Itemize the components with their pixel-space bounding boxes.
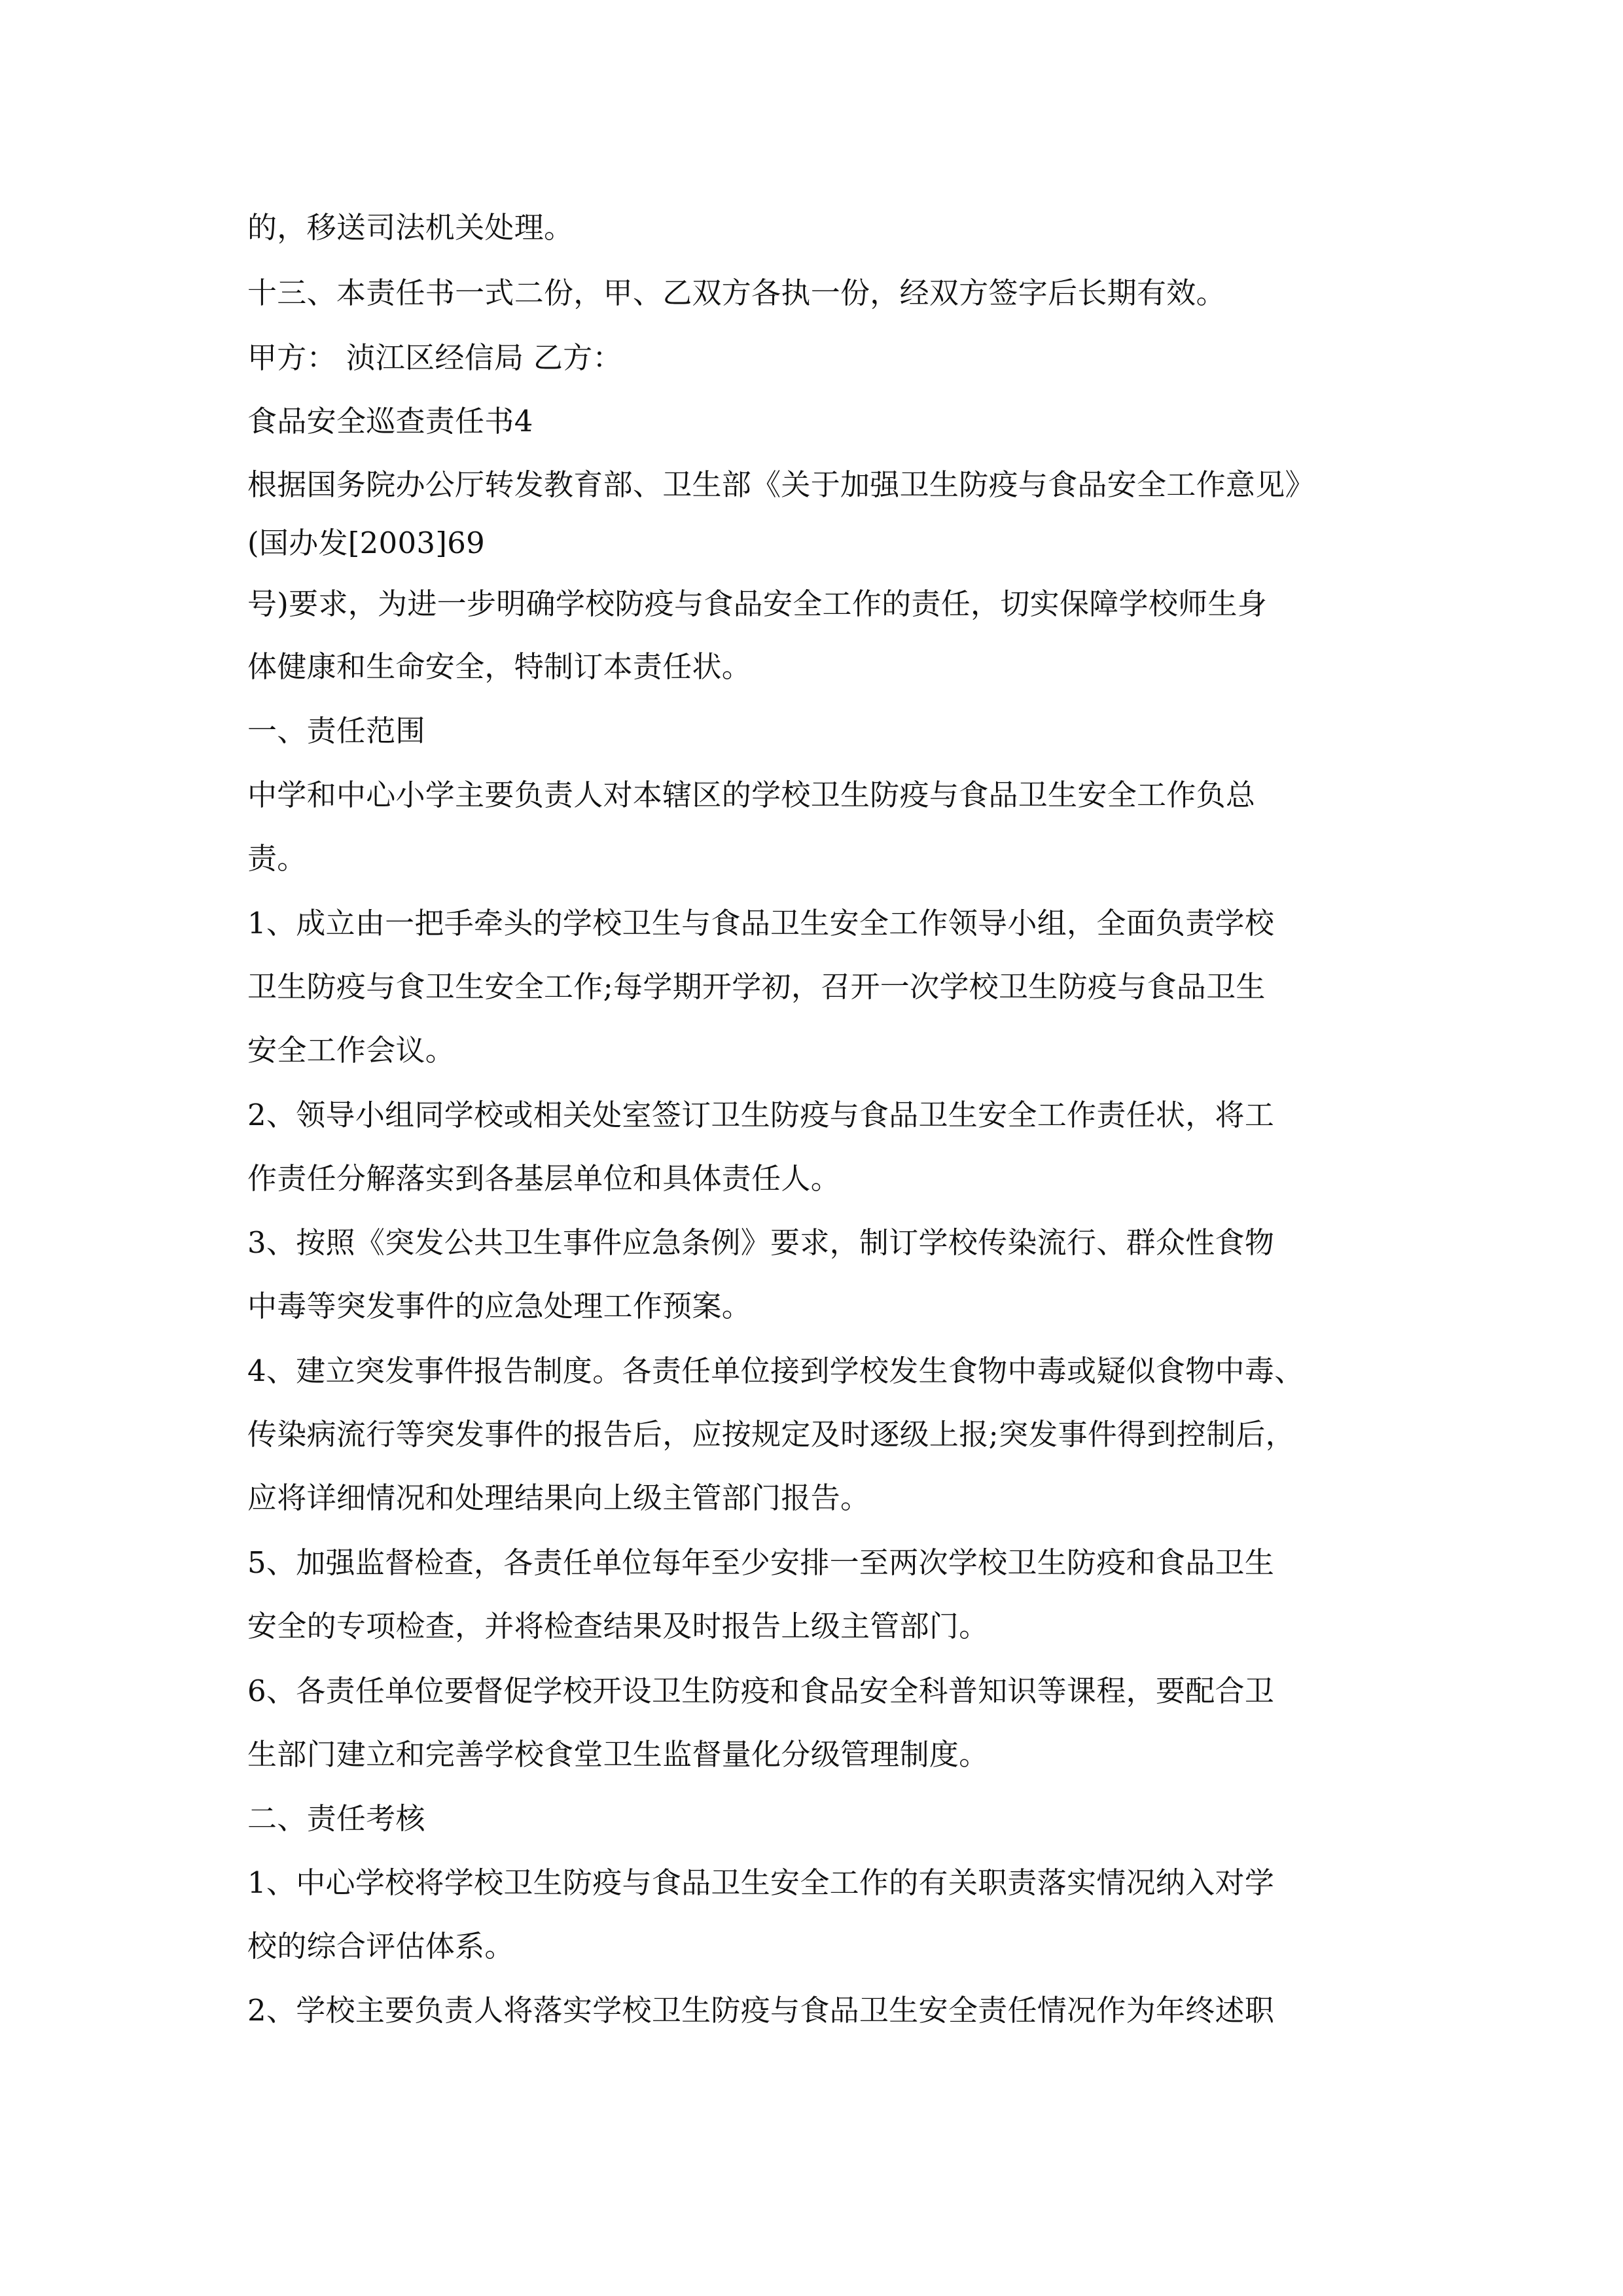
text-line: 根据国务院办公厅转发教育部、卫生部《关于加强卫生防疫与食品安全工作意见》 bbox=[247, 467, 1315, 502]
text-line: 应将详细情况和处理结果向上级主管部门报告。 bbox=[247, 1480, 870, 1515]
text-line: 1、成立由一把手牵头的学校卫生与食品卫生安全工作领导小组，全面负责学校 bbox=[247, 906, 1275, 941]
text-line: 6、各责任单位要督促学校开设卫生防疫和食品安全科普知识等课程，要配合卫 bbox=[247, 1674, 1275, 1708]
text-line: 3、按照《突发公共卫生事件应急条例》要求，制订学校传染流行、群众性食物 bbox=[247, 1225, 1275, 1260]
text-line: 责。 bbox=[247, 841, 307, 876]
text-line: 中毒等突发事件的应急处理工作预案。 bbox=[247, 1289, 752, 1323]
text-line: 作责任分解落实到各基层单位和具体责任人。 bbox=[247, 1161, 841, 1196]
text-line: (国办发[2003]69 bbox=[247, 526, 486, 560]
text-line: 安全工作会议。 bbox=[247, 1033, 455, 1067]
text-line: 的，移送司法机关处理。 bbox=[247, 210, 574, 245]
text-line: 校的综合评估体系。 bbox=[247, 1929, 514, 1964]
text-line: 传染病流行等突发事件的报告后，应按规定及时逐级上报;突发事件得到控制后， bbox=[247, 1417, 1295, 1452]
text-line: 十三、本责任书一式二份，甲、乙双方各执一份，经双方签字后长期有效。 bbox=[247, 276, 1226, 310]
section-heading: 二、责任考核 bbox=[247, 1801, 425, 1836]
text-line: 安全的专项检查，并将检查结果及时报告上级主管部门。 bbox=[247, 1609, 989, 1643]
text-line: 卫生防疫与食卫生安全工作;每学期开学初，召开一次学校卫生防疫与食品卫生 bbox=[247, 969, 1266, 1004]
document-heading: 食品安全巡查责任书4 bbox=[247, 404, 533, 439]
text-line: 1、中心学校将学校卫生防疫与食品卫生安全工作的有关职责落实情况纳入对学 bbox=[247, 1865, 1275, 1900]
text-line: 甲方： 浈江区经信局 乙方： bbox=[247, 340, 622, 375]
text-line: 号)要求，为进一步明确学校防疫与食品安全工作的责任，切实保障学校师生身 bbox=[247, 586, 1268, 621]
text-line: 5、加强监督检查，各责任单位每年至少安排一至两次学校卫生防疫和食品卫生 bbox=[247, 1545, 1275, 1580]
section-heading: 一、责任范围 bbox=[247, 713, 425, 748]
text-line: 2、领导小组同学校或相关处室签订卫生防疫与食品卫生安全工作责任状，将工 bbox=[247, 1098, 1275, 1132]
text-line: 4、建立突发事件报告制度。各责任单位接到学校发生食物中毒或疑似食物中毒、 bbox=[247, 1354, 1304, 1388]
text-line: 2、学校主要负责人将落实学校卫生防疫与食品卫生安全责任情况作为年终述职 bbox=[247, 1993, 1275, 2028]
text-line: 中学和中心小学主要负责人对本辖区的学校卫生防疫与食品卫生安全工作负总 bbox=[247, 778, 1256, 812]
text-line: 体健康和生命安全，特制订本责任状。 bbox=[247, 649, 752, 684]
text-line: 生部门建立和完善学校食堂卫生监督量化分级管理制度。 bbox=[247, 1737, 989, 1772]
